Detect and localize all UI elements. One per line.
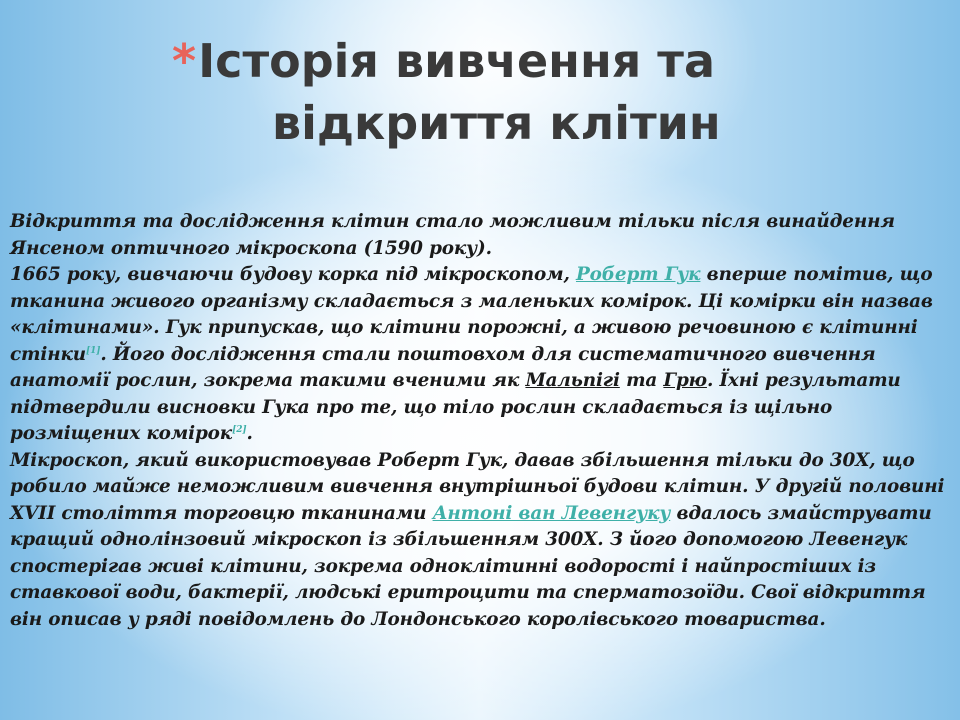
text-segment: 1665 року, вивчаючи будову корка під мікроскопом, (10, 264, 576, 285)
text-segment: . (246, 423, 253, 444)
text-segment: та (619, 370, 664, 391)
text-segment: . Його дослідження стали поштовхом для систематичного вивчення анатомії рослин, зокрема такими вченими як (10, 343, 876, 391)
title-line-2: відкриття клітин (272, 96, 721, 150)
paragraph-invention: Відкриття та дослідження клітин стало можливим тільки після винайдення Янсеном оптичного мікроскопа (1590 року). (10, 211, 895, 259)
text-segment: вперше помітив, що тканина живого організму складається з маленьких комірок. Ці комірки він назвав «клітинами». Гук припускав, що клітини порожні, а живою речовиною є клітинні стінки (10, 264, 933, 365)
link-grew[interactable]: Грю (663, 370, 707, 391)
reference-1[interactable]: [1] (85, 345, 101, 356)
title-asterisk: * (172, 34, 197, 88)
link-robert-hooke[interactable]: Роберт Гук (575, 264, 701, 285)
slide-title (172, 30, 932, 154)
text-segment: . Їхні результати підтвердили висновки Гука про те, що тіло рослин складається із щільно розміщених комірок (10, 370, 901, 444)
link-antoni-van-leeuwenhoek[interactable]: Антоні ван Левенгуку (432, 502, 671, 524)
reference-2[interactable]: [2] (232, 424, 247, 435)
text-segment: Мікроскоп, який використовував Роберт Гук, давав збільшення тільки до 30Х, що робило майже неможливим вивчення внутрішньої будови клітин. У другій половині XVII століття торговцю тканинами (10, 449, 945, 524)
paragraph-hooke (10, 262, 954, 448)
body-text (10, 209, 954, 633)
paragraph-leeuwenhoek (10, 448, 954, 634)
link-malpighi[interactable]: Мальпігі (525, 370, 620, 391)
title-line-1: Історія вивчення та (198, 34, 716, 88)
text-segment: вдалось змайструвати кращий однолінзовий мікроскоп із збільшенням 300Х. З його допомогою Левенгук спостерігав живі клітини, зокрема одноклітинні водорості і найпростіших із ставкової води, бактерії, людські еритроцити та сперматозоїди. Свої відкриття він описав у ряді повідомлень до Лондонського королівського товариства. (10, 502, 932, 630)
